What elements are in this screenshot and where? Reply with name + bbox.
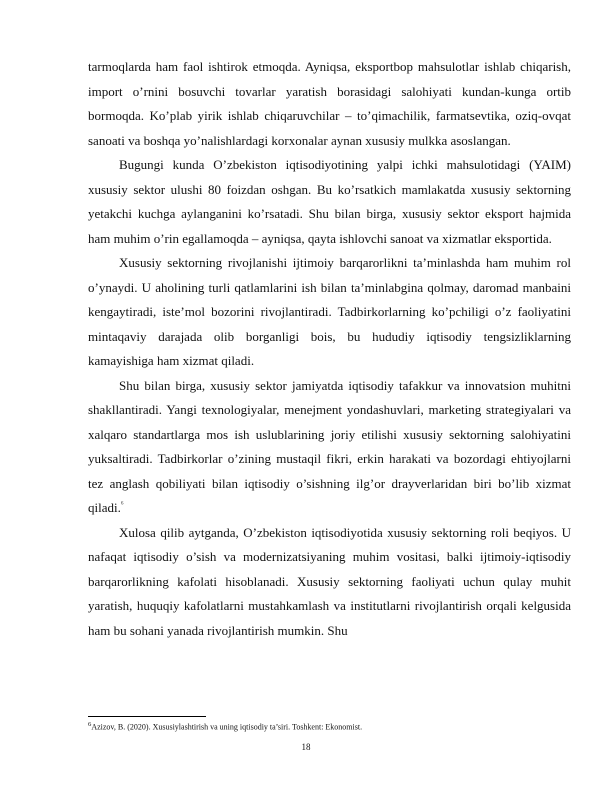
paragraph-2-text: Bugungi kunda O’zbekiston iqtisodiyotining yalpi ichki mahsulotidagi (YAIM) xususiy sektor ulushi 80 foizdan oshgan. Bu ko’rsatkich mamlakatda xususiy sektorning yetakchi kuchga aylanganini ko’rsatadi. Shu bilan birga, xususiy sektor eksport hajmida ham muhim o’rin egallamoqda – ayniqsa, qayta ishlovchi sanoat va xizmatlar eksportida. [88,157,571,246]
footnote-reference[interactable]: ⁶ [120,499,124,509]
paragraph-1 [88,55,571,153]
paragraph-3 [88,251,571,374]
footnote-mark: 6 [88,721,92,728]
footnote [88,720,571,733]
footnote-divider [88,716,206,717]
paragraph-4-text: Shu bilan birga, xususiy sektor jamiyatda iqtisodiy tafakkur va innovatsion muhitni shakllantiradi. Yangi texnologiyalar, menejment yondashuvlari, marketing strategiyalari va xalqaro standartlarga mos ish uslublarining joriy etilishi xususiy sektorning salohiyatini yuksaltiradi. Tadbirkorlar o’zining mustaqil fikri, erkin harakati va bozordagi ehtiyojlarni tez anglash qobiliyati bilan iqtisodiy o’sishning ilg’or drayverlaridan biri bo’lib xizmat qiladi. [88,377,571,515]
paragraph-2 [88,153,571,251]
footnote-text: Azizov, B. (2020). Xususiylashtirish va uning iqtisodiy ta’siri. Toshkent: Ekonomist. [91,722,363,732]
page-number: 18 [301,742,311,752]
paragraph-4 [88,374,571,521]
page-body [88,55,571,643]
paragraph-5 [88,521,571,644]
paragraph-5-text: Xulosa qilib aytganda, O’zbekiston iqtisodiyotida xususiy sektorning roli beqiyos. U nafaqat iqtisodiy o’sish va modernizatsiyaning muhim vositasi, balki ijtimoiy-iqtisodiy barqarorlikning kafolati hisoblanadi. Xususiy sektorning faoliyati uchun qulay muhit yaratish, huquqiy kafolatlarni mustahkamlash va institutlarni rivojlantirish orqali kelgusida ham bu sohani yanada rivojlantirish mumkin. Shu [88,524,571,638]
paragraph-3-text: Xususiy sektorning rivojlanishi ijtimoiy barqarorlikni ta’minlashda ham muhim rol o’ynaydi. U aholining turli qatlamlarini ish bilan ta’minlabgina qolmay, daromad manbaini kengaytiradi, iste’mol bozorini rivojlantiradi. Tadbirkorlarning ko’pchiligi o’z faoliyatini mintaqaviy darajada olib borganligi bois, bu hududiy iqtisodiy tengsizliklarning kamayishiga ham xizmat qiladi. [88,255,571,368]
paragraph-1-text: tarmoqlarda ham faol ishtirok etmoqda. Ayniqsa, eksportbop mahsulotlar ishlab chiqarish, import o’rnini bosuvchi tovarlar yaratish borasidagi salohiyati kundan-kunga ortib bormoqda. Ko’plab yirik ishlab chiqaruvchilar – to’qimachilik, farmatsevtika, oziq-ovqat sanoati va boshqa yo’nalishlardagi korxonalar aynan xususiy mulkka asoslangan. [88,59,571,148]
